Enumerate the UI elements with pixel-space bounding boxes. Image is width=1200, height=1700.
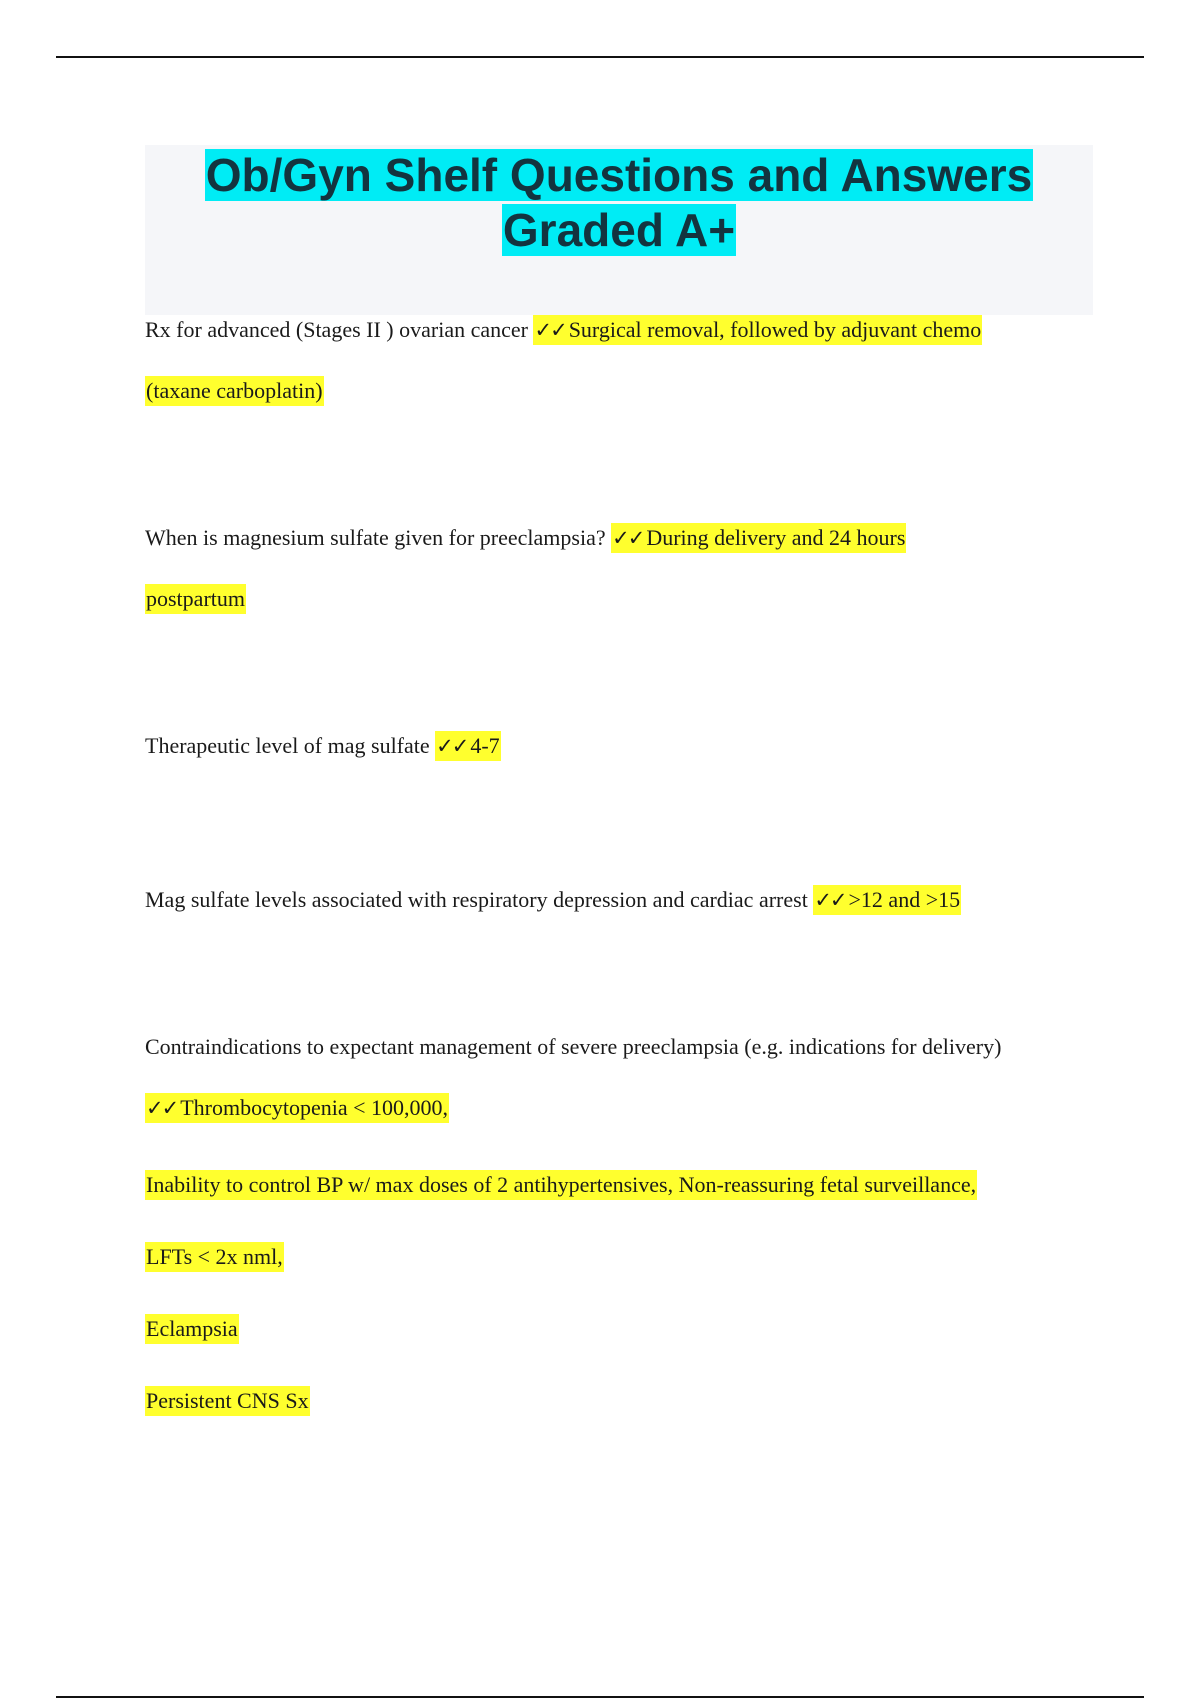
double-check-icon: ✓✓ xyxy=(612,526,644,550)
qa-item-3 xyxy=(145,733,1105,759)
answer-text: Thrombocytopenia < 100,000, xyxy=(180,1095,449,1120)
qa-item-1-cont xyxy=(145,378,1105,404)
answer-text: Persistent CNS Sx xyxy=(145,1386,310,1416)
footer-rule xyxy=(56,1696,1144,1698)
answer-text: (taxane carboplatin) xyxy=(145,376,324,406)
title-banner xyxy=(145,145,1093,315)
answer-text: Eclampsia xyxy=(145,1314,239,1344)
qa-line xyxy=(145,1034,1105,1060)
qa-line xyxy=(145,1388,1105,1414)
qa-item-5-answer-5 xyxy=(145,1388,1105,1414)
qa-item-5-answer-4 xyxy=(145,1316,1105,1342)
answer-highlight xyxy=(435,731,501,761)
qa-item-1 xyxy=(145,317,1105,343)
qa-line xyxy=(145,378,1105,404)
double-check-icon: ✓✓ xyxy=(814,888,846,912)
qa-item-4 xyxy=(145,887,1105,913)
document-title xyxy=(145,145,1093,258)
question-text: Mag sulfate levels associated with respiratory depression and cardiac arrest xyxy=(145,887,808,912)
qa-line xyxy=(145,1244,1105,1270)
qa-item-5-answer-2 xyxy=(145,1172,1105,1198)
qa-line xyxy=(145,1316,1105,1342)
qa-item-5 xyxy=(145,1034,1105,1060)
question-text: When is magnesium sulfate given for preeclampsia? xyxy=(145,525,606,550)
qa-line xyxy=(145,525,1105,551)
answer-highlight xyxy=(813,885,961,915)
qa-line xyxy=(145,317,1105,343)
answer-text: postpartum xyxy=(145,584,246,614)
qa-item-5-answer-1 xyxy=(145,1095,1105,1121)
answer-text: Surgical removal, followed by adjuvant chemo xyxy=(568,317,982,342)
question-text: Therapeutic level of mag sulfate xyxy=(145,733,430,758)
answer-text: LFTs < 2x nml, xyxy=(145,1242,284,1272)
double-check-icon: ✓✓ xyxy=(534,318,566,342)
answer-highlight xyxy=(533,315,982,345)
qa-line xyxy=(145,586,1105,612)
answer-highlight xyxy=(611,523,906,553)
qa-line xyxy=(145,887,1105,913)
answer-highlight xyxy=(145,1093,449,1123)
qa-line xyxy=(145,1172,1105,1198)
qa-line xyxy=(145,733,1105,759)
answer-text: >12 and >15 xyxy=(848,887,961,912)
qa-item-5-answer-3 xyxy=(145,1244,1105,1270)
qa-line xyxy=(145,1095,1105,1121)
qa-item-2-cont xyxy=(145,586,1105,612)
double-check-icon: ✓✓ xyxy=(146,1096,178,1120)
double-check-icon: ✓✓ xyxy=(436,734,468,758)
header-rule xyxy=(56,56,1144,58)
question-text: Rx for advanced (Stages II ) ovarian cancer xyxy=(145,317,528,342)
question-text: Contraindications to expectant management of severe preeclampsia (e.g. indications for delivery) xyxy=(145,1034,1002,1059)
answer-text: 4-7 xyxy=(470,733,500,758)
qa-item-2 xyxy=(145,525,1105,551)
title-line-2: Graded A+ xyxy=(502,204,736,256)
title-line-1: Ob/Gyn Shelf Questions and Answers xyxy=(205,149,1033,201)
answer-text: During delivery and 24 hours xyxy=(646,525,906,550)
answer-text: Inability to control BP w/ max doses of 2 antihypertensives, Non-reassuring fetal surveillance, xyxy=(145,1170,977,1200)
